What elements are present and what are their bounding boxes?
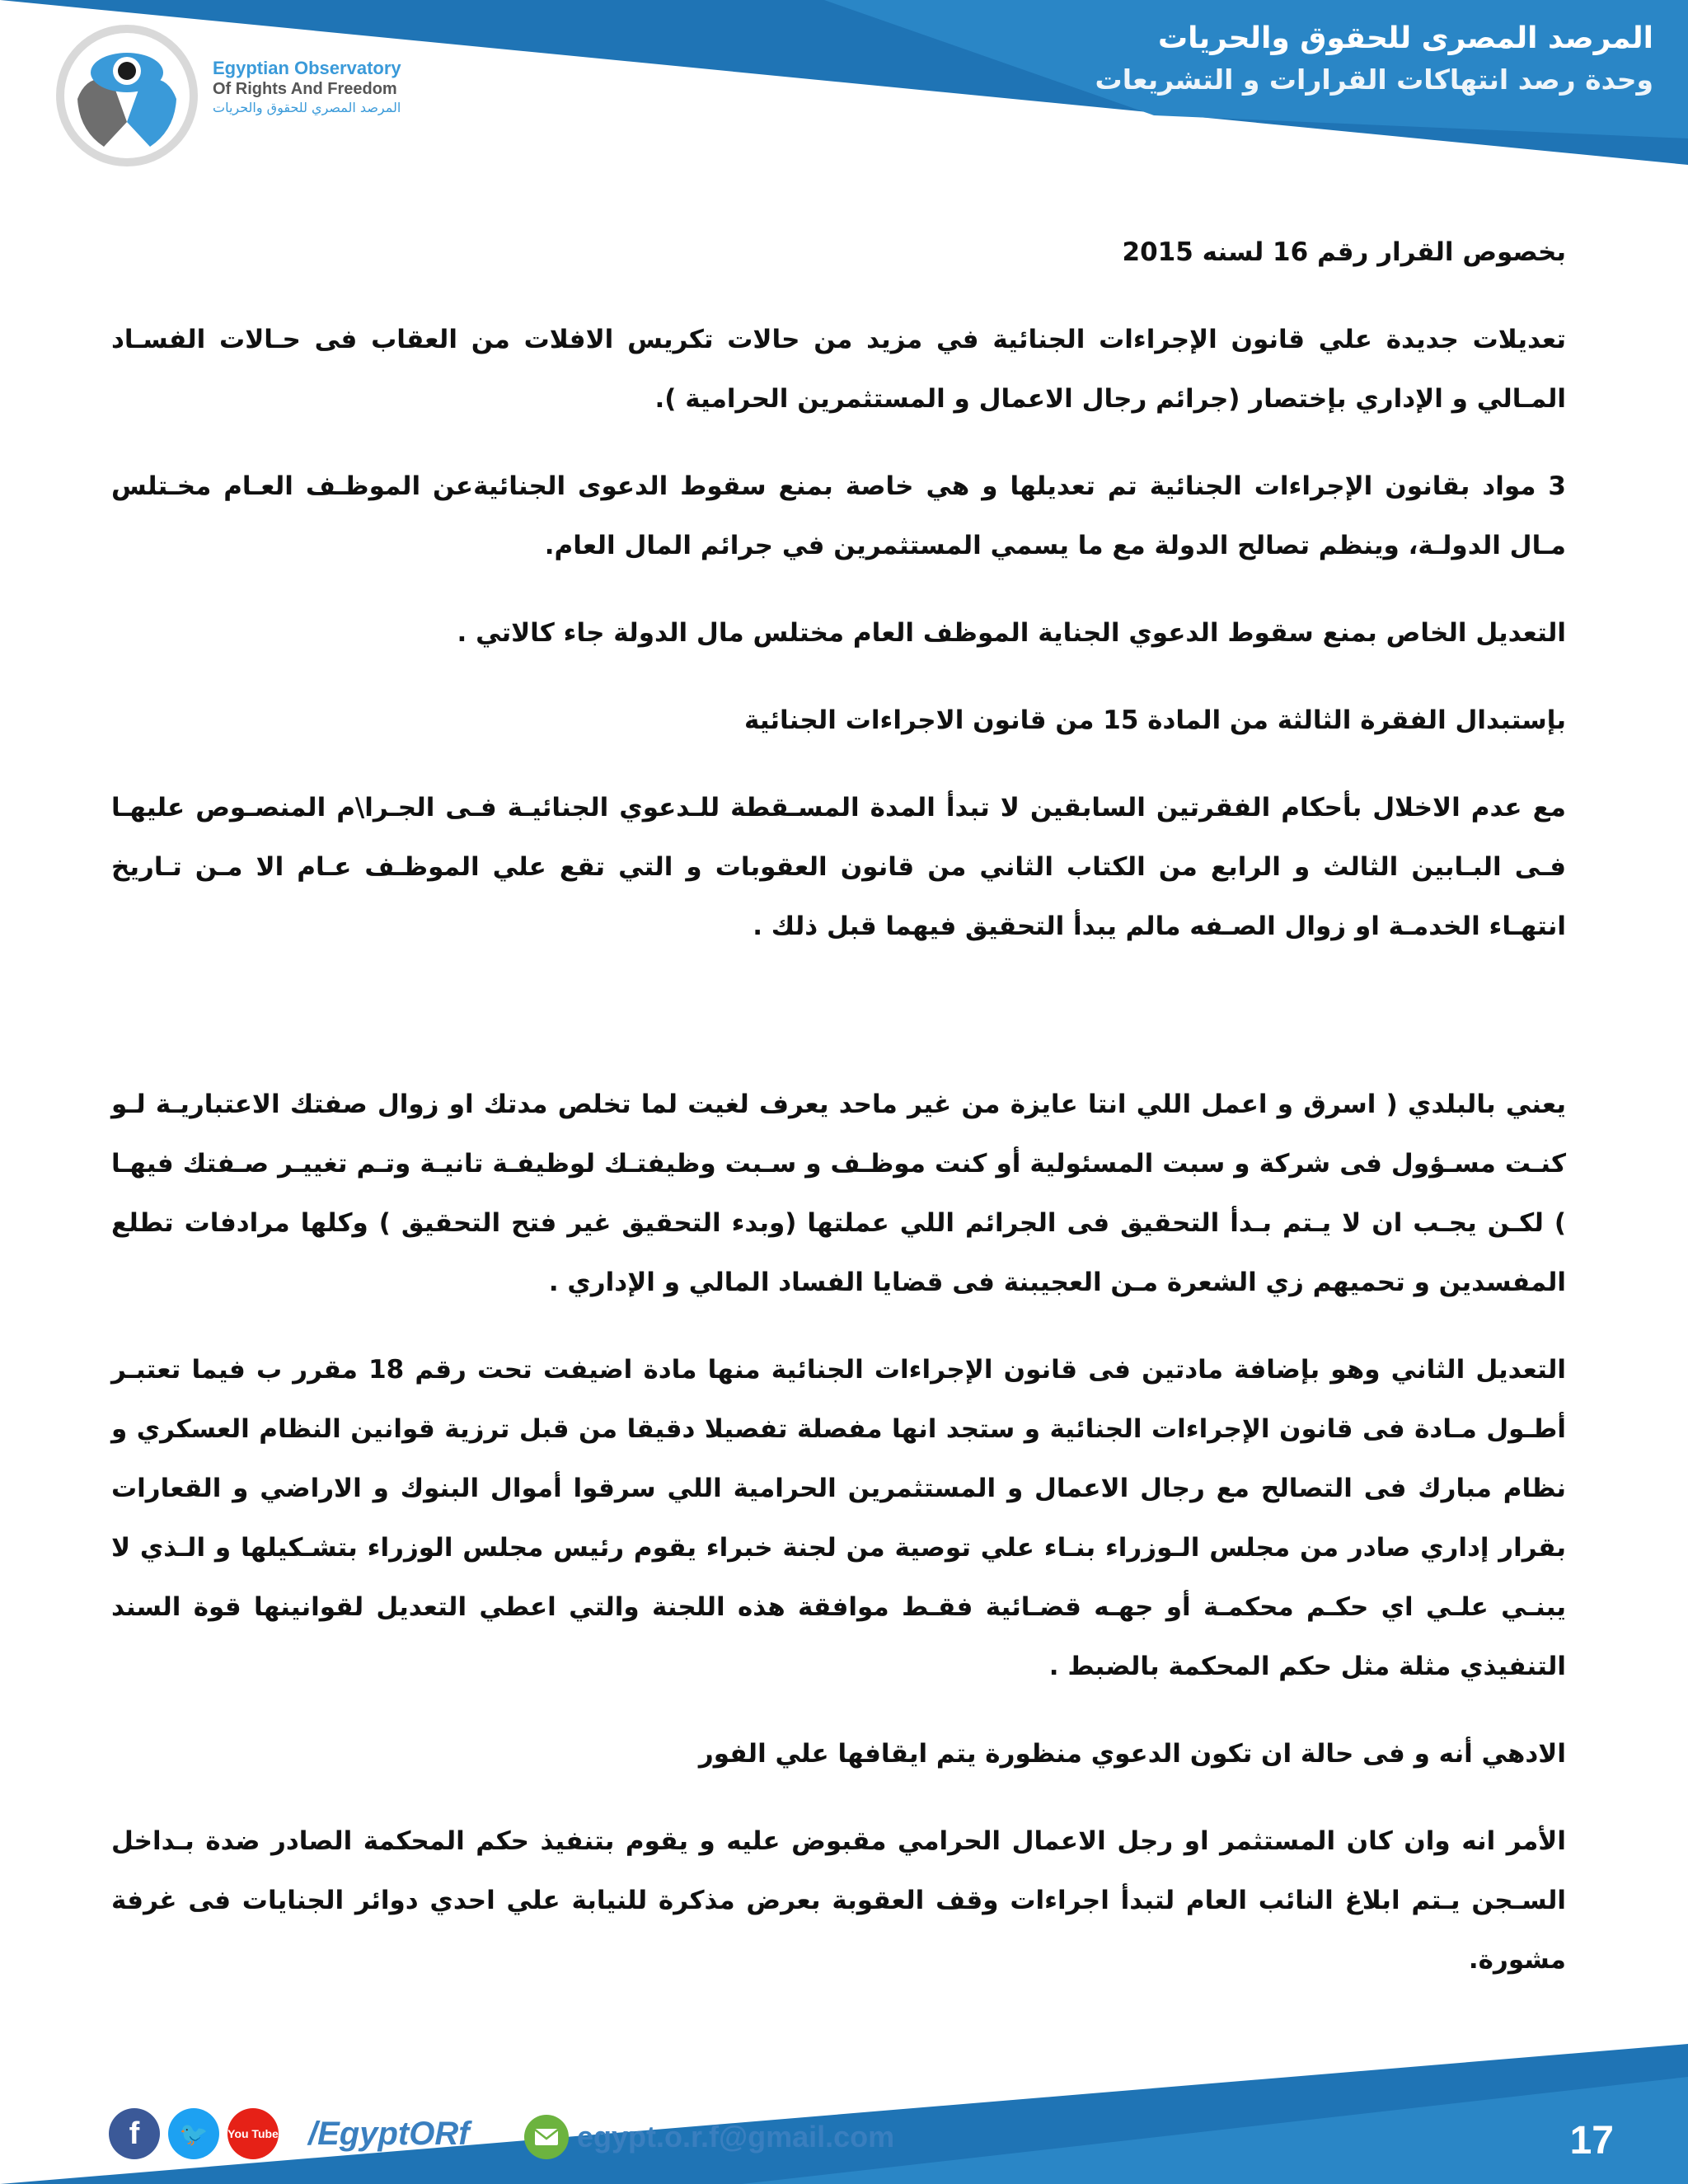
- page-number: 17: [1569, 2119, 1614, 2163]
- eye-hands-logo: [54, 23, 199, 168]
- subject-line: بخصوص القرار رقم 16 لسنه 2015: [1122, 237, 1566, 267]
- email-link[interactable]: egypt.o.r.f@gmail.com: [577, 2120, 895, 2154]
- logo-name-en-2: Of Rights And Freedom: [213, 80, 397, 98]
- facebook-icon[interactable]: [109, 2108, 160, 2159]
- paragraph: الأمر انه وان كان المستثمر او رجل الاعمال الحرامي مقبوض عليه و يقوم بتنفيذ حكم المحكمة الصادر ضدة بـداخل السـجن يـتم ابلاغ النائب العام لتبدأ اجراءات وقف العقوبة بعرض مذكرة للنيابة علي احدي دوائر الجنايات فى غرفة مشورة.: [111, 1826, 1566, 1975]
- paragraph: بإستبدال الفقرة الثالثة من المادة 15 من قانون الاجراءات الجنائية: [743, 705, 1566, 735]
- youtube-label: You Tube: [227, 2126, 279, 2140]
- paragraph: الادهي أنه و فى حالة ان تكون الدعوي منظورة يتم ايقافها علي الفور: [698, 1739, 1566, 1769]
- paragraph: التعديل الخاص بمنع سقوط الدعوي الجناية الموظف العام مختلس مال الدولة جاء كالاتي .: [457, 618, 1566, 648]
- social-handle[interactable]: /EgyptORf: [308, 2115, 470, 2152]
- paragraph: تعديلات جديدة علي قانون الإجراءات الجنائية في مزيد من حالات تكريس الافلات من العقاب فى حـالات الفسـاد المـالي و الإداري بإختصار (جرائم رجال الاعمال و المستثمرين الحرامية ).: [111, 325, 1566, 414]
- paragraph: التعديل الثاني وهو بإضافة مادتين فى قانون الإجراءات الجنائية منها مادة اضيفت تحت رقم 18 مقرر ب فيما تعتبـر أطـول مـادة فى قانون الإجراءات الجنائية و ستجد انها مفصلة تفصيلا دقيقا من قبل ترزية قوانين النظام العسكري و نظام مبارك فى التصالح مع رجال الاعمال و المستثمرين الحرامية اللي سرقوا أموال البنوك و الاراضي و القعارات بقرار إداري صادر من مجلس الـوزراء بنـاء علي توصية من لجنة خبراء يقوم رئيس مجلس الوزراء بتشـكيلها و الـذي لا يبنـي علـي اي حكـم محكمـة أو جهـه قضـائية فقـط موافقة هذه اللجنة والتي اعطي التعديل لقوانينها قوة السند التنفيذي مثلة مثل حكم المحكمة بالضبط .: [111, 1355, 1566, 1681]
- paragraph: 3 مواد بقانون الإجراءات الجنائية تم تعديلها و هي خاصة بمنع سقوط الدعوى الجنائيةعن الموظـف العـام مخـتلس مـال الدولـة، وينظم تصالح الدولة مع ما يسمي المستثمرين في جرائم المال العام.: [111, 471, 1566, 560]
- logo-name-en-1: Egyptian Observatory: [213, 58, 401, 78]
- header-title: المرصد المصرى للحقوق والحريات: [1157, 21, 1653, 55]
- logo-text: [213, 58, 443, 117]
- mail-icon: [524, 2115, 569, 2159]
- twitter-icon[interactable]: [168, 2108, 219, 2159]
- logo-name-ar: المرصد المصري للحقوق والحريات: [213, 100, 401, 115]
- facebook-label: f: [129, 2116, 140, 2151]
- spacer: [111, 984, 1566, 1075]
- paragraph: مع عدم الاخلال بأحكام الفقرتين السابقين لا تبدأ المدة المسـقطة للـدعوي الجنائيـة فـى الجـرا\م المنصـوص عليهـا فـى البـابين الثالث و الرابع من الكتاب الثاني من قانون العقوبات و التي تقع علي الموظـف عـام الا مـن تـاريخ انتهـاء الخدمـة او زوال الصـفه مالم يبدأ التحقيق فيهما قبل ذلك .: [111, 793, 1566, 941]
- header-text: [912, 18, 1653, 101]
- twitter-label: 🐦: [179, 2121, 209, 2147]
- header-subtitle: وحدة رصد انتهاكات القرارات و التشريعات: [1095, 63, 1653, 96]
- document-body: [111, 223, 1566, 2018]
- paragraph: يعني بالبلدي ( اسرق و اعمل اللي انتا عايزة من غير ماحد يعرف لغيت لما تخلص مدتك او زوال صفتك الاعتباريـة لـو كنـت مسـؤول فى شركة و سبت المسئولية أو كنت موظـف و سـبت وظيفتـك لوظيفـة تانيـة وتـم تغييـر صـفتك فيهـا ) لكـن يجـب ان لا يـتم بـدأ التحقيق فى الجرائم اللي عملتها (وبدء التحقيق غير فتح التحقيق ) وكلها مرادفات تطلع المفسدين و تحميهم زي الشعرة مـن العجيبنة فى قضايا الفساد المالي و الإداري .: [111, 1090, 1566, 1297]
- youtube-icon[interactable]: [227, 2108, 279, 2159]
- social-links: [109, 2108, 470, 2159]
- email-contact: [524, 2115, 894, 2159]
